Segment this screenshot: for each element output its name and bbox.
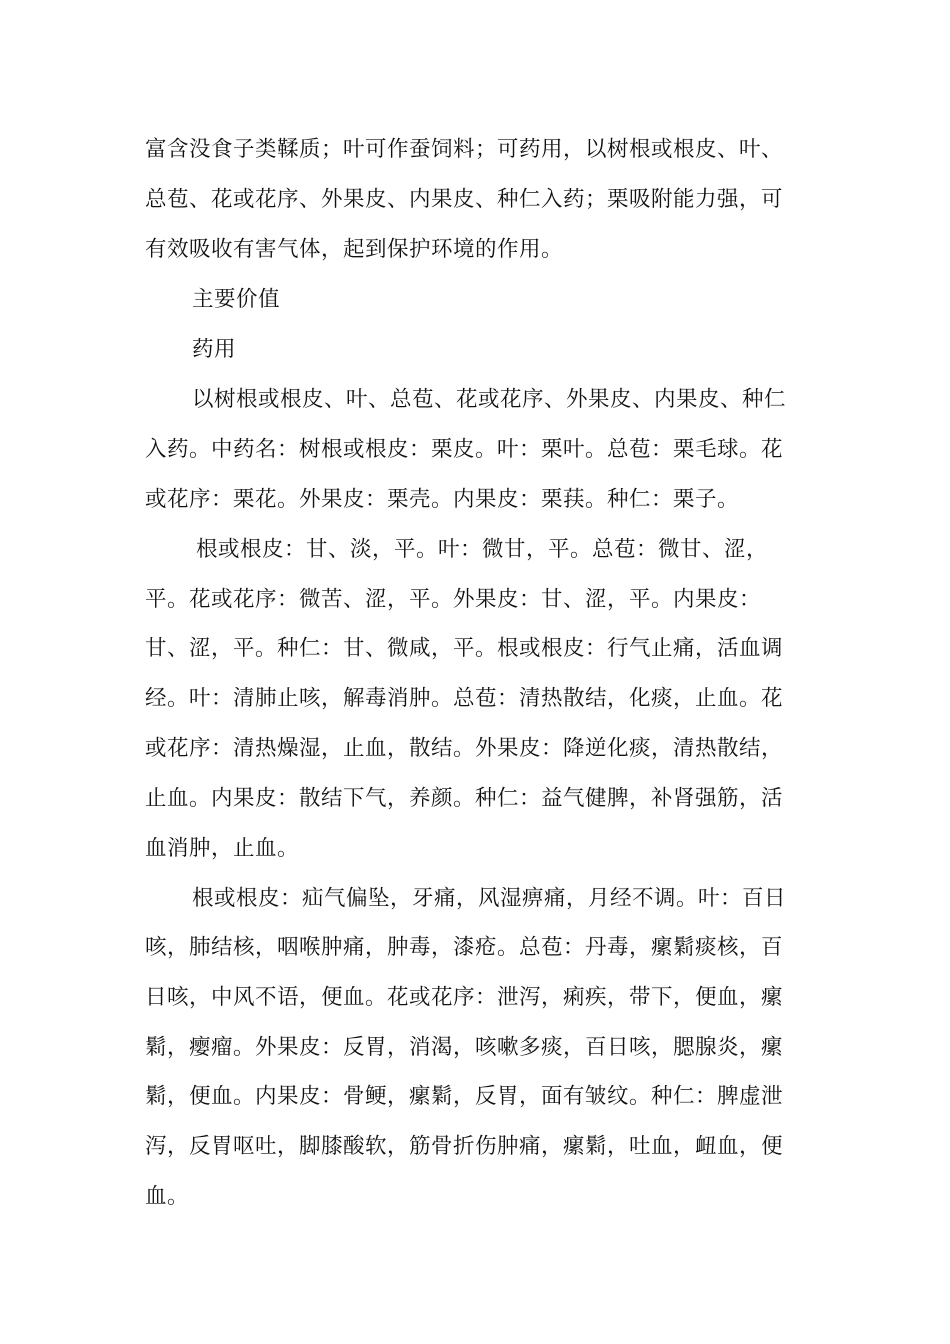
text-line: 甘、涩，平。种仁：甘、微咸，平。根或根皮：行气止痛，活血调 xyxy=(145,636,784,661)
text-line: 经。叶：清肺止咳，解毒消肿。总苞：清热散结，化痰，止血。花 xyxy=(145,686,784,711)
section-heading: 主要价值 xyxy=(192,287,281,312)
text-line: 血消肿，止血。 xyxy=(145,836,300,861)
text-line: 血。 xyxy=(145,1184,190,1209)
text-line: 鬁，瘿瘤。外果皮：反胃，消渴，咳嗽多痰，百日咳，腮腺炎，瘰 xyxy=(145,1035,784,1060)
text-line: 泻，反胃呕吐，脚膝酸软，筋骨折伤肿痛，瘰鬁，吐血，衄血，便 xyxy=(145,1134,784,1159)
text-line: 总苞、花或花序、外果皮、内果皮、种仁入药；栗吸附能力强，可 xyxy=(145,187,784,212)
text-line: 根或根皮：疝气偏坠，牙痛，风湿痹痛，月经不调。叶：百日 xyxy=(192,886,787,911)
text-line: 根或根皮：甘、淡，平。叶：微甘，平。总苞：微甘、涩， xyxy=(196,537,769,562)
text-line: 入药。中药名：树根或根皮：栗皮。叶：栗叶。总苞：栗毛球。花 xyxy=(145,437,784,462)
text-line: 有效吸收有害气体，起到保护环境的作用。 xyxy=(145,237,564,262)
text-line: 平。花或花序：微苦、涩，平。外果皮：甘、涩，平。内果皮： xyxy=(145,587,762,612)
text-line: 以树根或根皮、叶、总苞、花或花序、外果皮、内果皮、种仁 xyxy=(192,387,787,412)
text-line: 止血。内果皮：散结下气，养颜。种仁：益气健脾，补肾强筋，活 xyxy=(145,786,784,811)
text-line: 咳，肺结核，咽喉肿痛，肿毒，漆疮。总苞：丹毒，瘰鬁痰核，百 xyxy=(145,935,784,960)
text-line: 或花序：栗花。外果皮：栗壳。内果皮：栗荴。种仁：栗子。 xyxy=(145,487,740,512)
subsection-heading: 药用 xyxy=(192,337,237,362)
text-line: 日咳，中风不语，便血。花或花序：泄泻，痢疾，带下，便血，瘰 xyxy=(145,985,784,1010)
text-line: 或花序：清热燥湿，止血，散结。外果皮：降逆化痰，清热散结， xyxy=(145,736,784,761)
text-line: 富含没食子类鞣质；叶可作蚕饲料；可药用，以树根或根皮、叶、 xyxy=(145,137,784,162)
text-line: 鬁，便血。内果皮：骨鲠，瘰鬁，反胃，面有皱纹。种仁：脾虚泄 xyxy=(145,1084,784,1109)
